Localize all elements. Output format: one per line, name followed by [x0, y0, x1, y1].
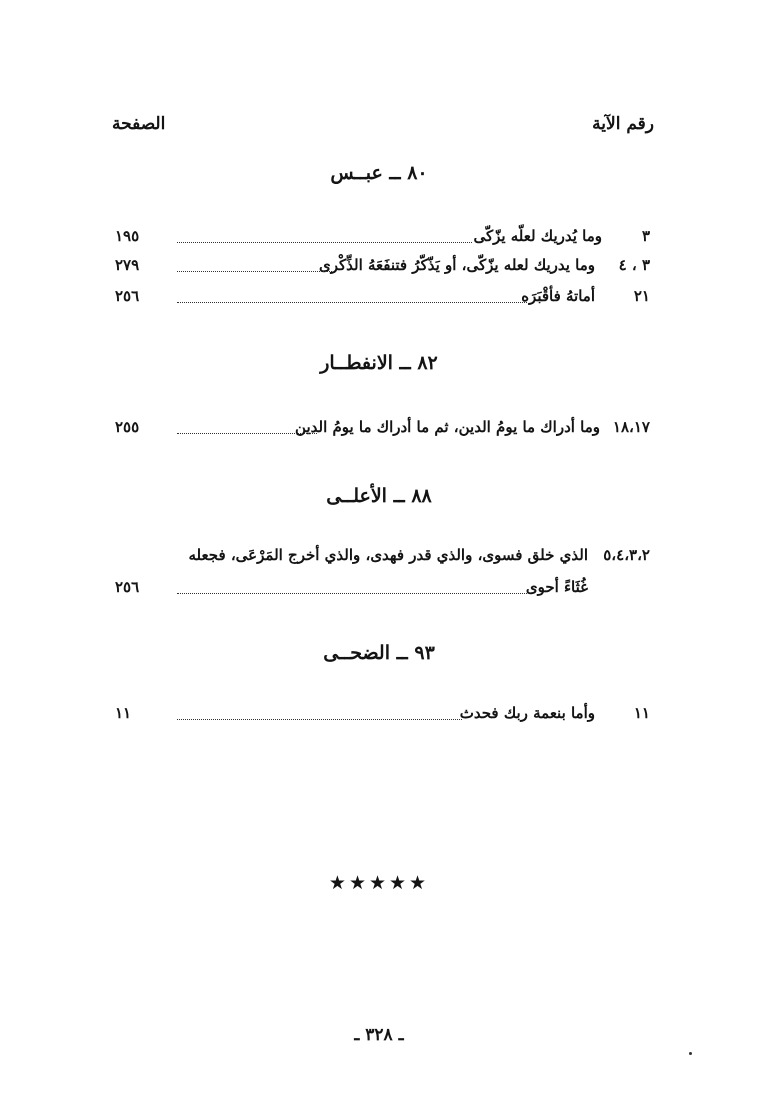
verse-number: ٥،٤،٣،٢	[603, 546, 650, 564]
print-speck	[689, 1052, 692, 1055]
page-number: ١١	[115, 704, 132, 722]
index-entry	[115, 704, 650, 730]
verse-text: وأما بنعمة ربك فحدث	[459, 704, 595, 722]
page-column-header: الصفحة	[112, 114, 166, 134]
page-number: ٢٥٦	[115, 287, 140, 305]
verse-number-column-header: رقم الآية	[592, 114, 654, 134]
dot-leader	[177, 593, 527, 594]
surah-heading-ala: ٨٨ ــ الأعلــى	[326, 485, 432, 507]
index-entry	[115, 256, 650, 282]
page-number: ١٩٥	[115, 227, 140, 245]
star-separator: ★★★★★	[328, 872, 430, 894]
page-number: ٢٥٦	[115, 578, 140, 596]
page-footer-number: ـ ٣٢٨ ـ	[354, 1025, 404, 1045]
verse-text: وما يدريك لعله يزّكّى، أو يَذّكّرُ فتنفَعَهُ الذِّكْرى	[319, 256, 595, 274]
page-number: ٢٧٩	[115, 256, 140, 274]
surah-heading-duha: ٩٣ ــ الضحــى	[323, 642, 435, 664]
dot-leader	[177, 242, 472, 243]
index-entry	[115, 287, 650, 313]
dot-leader	[177, 433, 317, 434]
index-entry-continuation	[115, 578, 650, 604]
index-entry	[115, 418, 650, 444]
surah-heading-infitar: ٨٢ ــ الانفطــار	[320, 352, 438, 374]
index-entry	[115, 546, 650, 572]
verse-number: ١١	[633, 704, 650, 722]
dot-leader	[177, 719, 462, 720]
page-number: ٢٥٥	[115, 418, 140, 436]
verse-number: ٣ ، ٤	[618, 256, 650, 274]
dot-leader	[177, 302, 527, 303]
verse-text: وما أدراك ما يومُ الدين، ثم ما أدراك ما يومُ الدين	[295, 418, 600, 436]
surah-heading-abasa: ٨٠ ــ عبــس	[330, 162, 428, 184]
verse-text-line2: غُثَاءً أحوى	[525, 578, 588, 596]
verse-text: وما يُدريك لعلّه يزّكّى	[473, 227, 602, 245]
verse-number: ١٨،١٧	[612, 418, 650, 436]
verse-number: ٣	[641, 227, 650, 245]
verse-text-line1: الذي خلق فسوى، والذي قدر فهدى، والذي أخرج المَرْعَى، فجعله	[188, 546, 588, 564]
verse-number: ٢١	[633, 287, 650, 305]
index-entry	[115, 227, 650, 253]
verse-text: أماتهُ فأقْبَرَه	[521, 287, 595, 305]
dot-leader	[177, 271, 332, 272]
